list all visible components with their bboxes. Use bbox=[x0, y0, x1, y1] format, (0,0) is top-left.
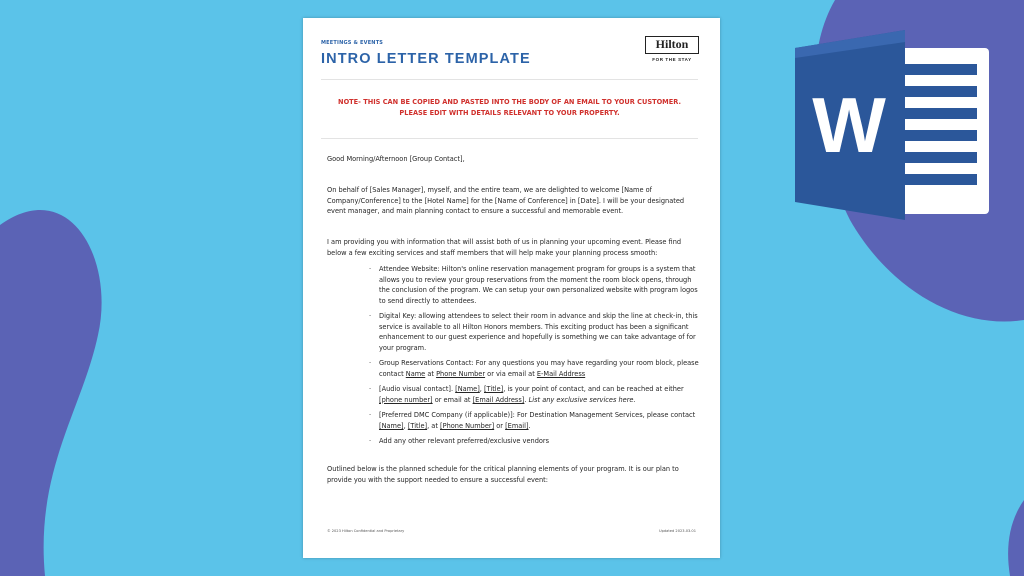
list-item bbox=[369, 358, 699, 379]
paragraph-1: On behalf of [Sales Manager], myself, and the entire team, we are delighted to welcome [Name of Company/Conference] to the [Hotel Name] for the [Name of Conference] in [Date]. I will be your designated event manager, and main planning contact to ensure a successful and memorable event. bbox=[327, 186, 685, 215]
placeholder-email: E-Mail Address bbox=[536, 369, 586, 378]
list-item bbox=[369, 436, 699, 447]
list-item bbox=[369, 311, 699, 353]
placeholder-email: [Email Address] bbox=[472, 395, 525, 404]
placeholder-name: [Name] bbox=[379, 421, 404, 430]
list-item bbox=[369, 384, 699, 405]
text-run: , bbox=[479, 385, 484, 393]
letter-page bbox=[303, 18, 720, 558]
text-run: , is your point of contact, and can be reached at either bbox=[503, 385, 684, 393]
text-run: , bbox=[403, 421, 408, 430]
note-line-2: PLEASE EDIT WITH DETAILS RELEVANT TO YOUR PROPERTY. bbox=[399, 108, 620, 117]
text-run: . bbox=[524, 395, 529, 404]
text-run: , at bbox=[427, 421, 441, 430]
placeholder-phone: [phone number] bbox=[379, 395, 433, 404]
placeholder-phone: [Phone Number] bbox=[440, 421, 495, 430]
word-icon bbox=[793, 30, 993, 220]
services-list bbox=[369, 264, 699, 447]
text-run: Group Reservations Contact: For any questions you may have regarding your room block, please contact bbox=[379, 359, 699, 378]
text-run: [Audio visual contact]. bbox=[379, 385, 456, 393]
footer-copyright: © 2023 Hilton Confidential and Proprietary bbox=[327, 529, 405, 533]
greeting: Good Morning/Afternoon [Group Contact], bbox=[327, 155, 465, 163]
bullet-text: Attendee Website: Hilton's online reservation management program for groups is a system that allows you to review your group reservations from the moment the room block opens, through the conclusion of the program. We can setup your own personalized website with program logos to send directly to attendees. bbox=[379, 265, 698, 305]
paragraph-3: Outlined below is the planned schedule for the critical planning elements of your program. It is our plan to provide you with the support needed to ensure a successful event: bbox=[327, 465, 679, 484]
bullet-marker: · bbox=[369, 411, 372, 419]
hilton-logo bbox=[645, 36, 699, 62]
text-run: or email at bbox=[432, 395, 473, 404]
bullet-text bbox=[379, 385, 684, 404]
list-item bbox=[369, 410, 699, 431]
text-run: . bbox=[528, 421, 531, 430]
document-title: INTRO LETTER TEMPLATE bbox=[321, 51, 531, 67]
text-run: or via email at bbox=[485, 369, 537, 378]
paragraph-2: I am providing you with information that will assist both of us in planning your upcoming event. Please find below a few exciting services and staff members that will help make your planning process smooth: bbox=[327, 238, 682, 257]
text-run: [Preferred DMC Company (if applicable)]: For Destination Management Services, please contact bbox=[379, 411, 696, 419]
note-line-1: NOTE- THIS CAN BE COPIED AND PASTED INTO THE BODY OF AN EMAIL TO YOUR CUSTOMER. bbox=[338, 98, 681, 106]
bullet-marker: · bbox=[369, 312, 372, 320]
note-divider bbox=[321, 138, 698, 139]
text-run: at bbox=[425, 369, 437, 378]
bullet-text bbox=[379, 359, 699, 378]
text-run: or bbox=[494, 421, 506, 430]
bullet-marker: · bbox=[369, 385, 372, 393]
placeholder-name: [Name] bbox=[455, 385, 480, 393]
list-item bbox=[369, 264, 699, 306]
placeholder-title: [Title] bbox=[483, 385, 504, 393]
italic-instruction: List any exclusive services here. bbox=[528, 395, 636, 404]
placeholder-email: [Email] bbox=[505, 421, 529, 430]
placeholder-name: Name bbox=[405, 369, 426, 378]
header-divider bbox=[321, 79, 698, 80]
logo-wordmark: Hilton bbox=[645, 36, 699, 54]
bullet-marker: · bbox=[369, 359, 372, 367]
bullet-text: Add any other relevant preferred/exclusive vendors bbox=[379, 437, 550, 445]
bullet-marker: · bbox=[369, 437, 372, 445]
section-kicker: MEETINGS & EVENTS bbox=[321, 40, 384, 46]
logo-tagline: FOR THE STAY bbox=[652, 57, 692, 62]
bullet-text bbox=[379, 411, 695, 430]
note-text bbox=[321, 97, 698, 118]
bullet-text: Digital Key: allowing attendees to select their room in advance and skip the line at check-in, this service is available to all Hilton Honors members. This exciting product has been a significant enhancement to our guest experience and hopefully is something we can take advantage of for your program. bbox=[379, 312, 698, 352]
bullet-marker: · bbox=[369, 265, 372, 273]
word-icon-letter: W bbox=[812, 81, 886, 169]
placeholder-title: [Title] bbox=[407, 421, 428, 430]
placeholder-phone: Phone Number bbox=[436, 369, 486, 378]
footer-updated: Updated 2023.03.01 bbox=[658, 529, 696, 533]
